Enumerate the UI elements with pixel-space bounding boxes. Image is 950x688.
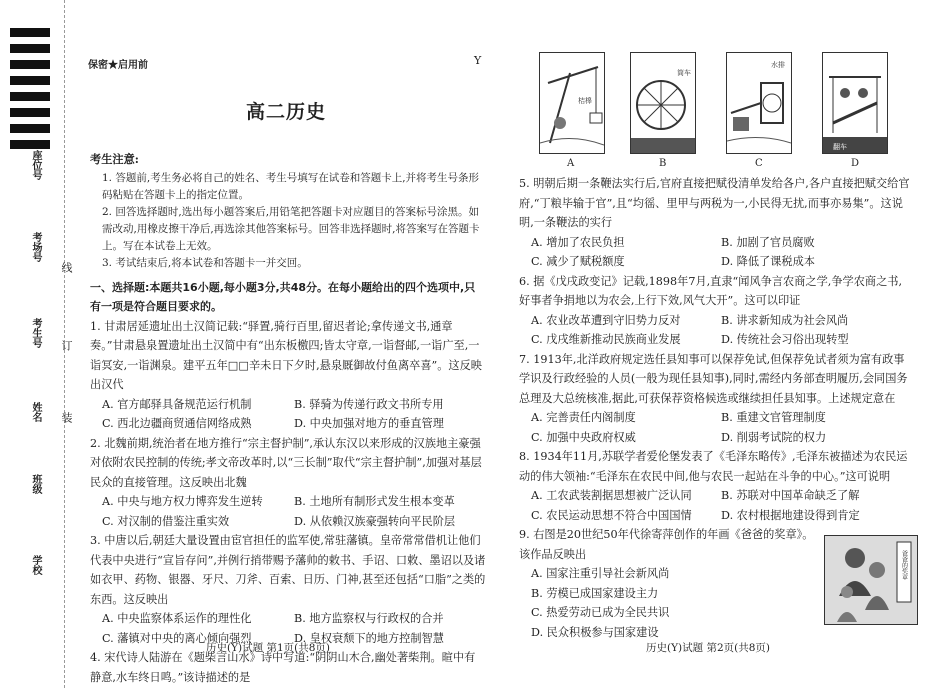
q2-option-a: A. 中央与地方权力博弈发生逆转 bbox=[102, 495, 263, 508]
image-label-a: A bbox=[567, 158, 575, 169]
q7-option-b: B. 重建文官管理制度 bbox=[721, 411, 826, 424]
q8-option-a: A. 工农武装割据思想被广泛认同 bbox=[531, 489, 692, 502]
seal-bind-text: 订 bbox=[60, 340, 73, 351]
q2-option-c: C. 对汉制的借鉴注重实效 bbox=[102, 514, 230, 528]
q7-option-a: A. 完善责任内阁制度 bbox=[531, 411, 636, 424]
seal-line-text: 线 bbox=[60, 262, 73, 273]
image-a-caption: 桔槔 bbox=[578, 97, 592, 105]
q6-option-b: B. 讲求新知成为社会风尚 bbox=[721, 313, 849, 327]
confidential-label: 保密★启用前 bbox=[88, 60, 148, 71]
image-b-water-wheel bbox=[630, 52, 696, 154]
barcode-strip bbox=[10, 28, 50, 156]
q3-option-d: D. 皇权衰颓下的地方控制智慧 bbox=[294, 631, 444, 645]
q9-option-d: D. 民众积极参与国家建设 bbox=[531, 625, 659, 639]
q7-option-c: C. 加强中央政府权威 bbox=[531, 430, 636, 444]
q2-option-b: B. 土地所有制形式发生根本变革 bbox=[294, 495, 455, 508]
q8-stem: 8. 1934年11月,苏联学者爱伦堡发表了《毛泽东略传》,毛泽东被描述为农民运动的伟大领袖:“毛泽东在农民中间,他与农民一起站在斗争的中心。”这可说明 bbox=[519, 450, 908, 483]
exam-room-label: 考场号 bbox=[30, 232, 41, 262]
q5-option-b: B. 加剧了官员腐败 bbox=[721, 235, 815, 249]
q1-option-d: D. 中央加强对地方的垂直管理 bbox=[294, 417, 444, 430]
section-heading: 一、选择题:本题共16小题,每小题3分,共48分。在每小题给出的四个选项中,只有一项是符合题目要求的。 bbox=[90, 280, 476, 313]
q2-stem: 2. 北魏前期,统治者在地方推行“宗主督护制”,承认东汉以来形成的汉族地主豪强对依附农民控制的传统;孝文帝改革时,以“三长制”取代“宗主督护制”,加强对基层民众的直接管理。这反映出北魏 bbox=[90, 436, 482, 489]
image-c-water-bellows bbox=[726, 52, 792, 154]
footer-left: 历史(Y)试题 第1页(共8页) bbox=[206, 642, 331, 654]
q6-option-c: C. 戊戌维新推动民族商业发展 bbox=[531, 333, 681, 346]
image-label-d: D bbox=[851, 158, 860, 169]
q3-option-a: A. 中央监察体系运作的理性化 bbox=[102, 612, 252, 625]
q5-option-d: D. 降低了课税成本 bbox=[721, 255, 815, 268]
q8-option-b: B. 苏联对中国革命缺乏了解 bbox=[721, 489, 860, 502]
q5-option-a: A. 增加了农民负担 bbox=[531, 235, 625, 249]
image-d-caption: 翻车 bbox=[833, 143, 847, 151]
name-label: 姓名 bbox=[30, 402, 41, 422]
notice-item-2: 2. 回答选择题时,选出每小题答案后,用铅笔把答题卡对应题目的答案标号涂黑。如需改动,用橡皮擦干净后,再选涂其他答案标号。回答非选择题时,将答案写在答题卡上。写在本试卷上无效。 bbox=[102, 205, 480, 252]
notice-item-1: 1. 答题前,考生务必将自己的姓名、考生号填写在试卷和答题卡上,并将考生号条形码粘贴在答题卡上的指定位置。 bbox=[102, 171, 480, 201]
exam-title: 高二历史 bbox=[246, 101, 327, 123]
image-c-caption: 水排 bbox=[771, 61, 785, 69]
q6-stem: 6. 据《戊戌政变记》记载,1898年7月,直隶“闻风争言农商之学,争学农商之书,好事者争捐地以为农会,上行下效,风气大开”。这可以印证 bbox=[519, 274, 903, 307]
q9-option-c: C. 热爱劳动已成为全民共识 bbox=[531, 606, 670, 619]
notice-heading: 考生注意: bbox=[90, 152, 139, 166]
poster-caption: 爸爸的奖章 bbox=[900, 550, 908, 580]
q3-option-b: B. 地方监察权与行政权的合并 bbox=[294, 612, 444, 625]
q3-stem: 3. 中唐以后,朝廷大量设置由宦官担任的监军使,常驻藩镇。皇帝常常借机让他们代表中央进行“宣旨存问”,并例行捎带赐予藩帅的敕书、手诏、口敕、墨诏以及诸如衣甲、药物、银器、牙尺、刀斧、百索、日历、门神,甚至还包括“口脂”之类的东西。这反映出 bbox=[90, 534, 486, 606]
notice-item-3: 3. 考试结束后,将本试卷和答题卡一并交回。 bbox=[102, 256, 308, 269]
q6-option-a: A. 农业改革遭到守旧势力反对 bbox=[531, 313, 681, 327]
q5-option-c: C. 减少了赋税额度 bbox=[531, 255, 625, 268]
image-b-caption: 筒车 bbox=[677, 69, 691, 77]
q2-option-d: D. 从依赖汉族豪强转向平民阶层 bbox=[294, 514, 456, 528]
q1-option-c: C. 西北边疆商贸通信网络成熟 bbox=[102, 417, 252, 430]
q8-option-d: D. 农村根据地建设得到肯定 bbox=[721, 508, 860, 522]
seal-install-text: 装 bbox=[60, 412, 73, 423]
footer-right: 历史(Y)试题 第2页(共8页) bbox=[646, 642, 771, 654]
q5-stem: 5. 明朝后期一条鞭法实行后,官府直接把赋役清单发给各户,各户直接把赋交给官府,“丁粮毕输于官”,且“均徭、里甲与两税为一,小民得无扰,而事亦易集”。这说明,一条鞭法的实行 bbox=[519, 177, 910, 229]
poster-fathers-medal bbox=[824, 535, 918, 625]
q9-option-a: A. 国家注重引导社会新风尚 bbox=[531, 567, 670, 580]
student-id-label: 考生号 bbox=[30, 318, 41, 348]
q8-option-c: C. 农民运动思想不符合中国国情 bbox=[531, 508, 692, 522]
q3-option-c: C. 藩镇对中央的离心倾向强烈 bbox=[102, 631, 252, 645]
image-label-c: C bbox=[755, 158, 763, 169]
left-column bbox=[90, 150, 486, 687]
class-label: 班级 bbox=[30, 474, 41, 494]
version-mark: Y bbox=[474, 54, 482, 67]
q1-stem: 1. 甘肃居延遗址出土汉简记载:“驿置,骑行百里,留迟者论;拿传递文书,通章奏。”甘肃悬泉置遗址出土汉简中有“出东板檄四;皆太守章,一诣督邮,一诣广至,一诣冥安,一诣渊泉。建平五年□□辛未日下夕时,悬泉厩御故付鱼离卒喜”。这反映出汉代 bbox=[90, 319, 482, 391]
seat-label: 座位号 bbox=[30, 150, 41, 180]
q9-stem: 9. 右图是20世纪50年代徐寄萍创作的年画《爸爸的奖章》。该作品反映出 bbox=[519, 528, 814, 561]
image-label-b: B bbox=[659, 158, 667, 169]
image-a-well-sweep bbox=[539, 52, 605, 154]
q4-stem: 4. 宋代诗人陆游在《题柴言山水》诗中写道:“阴阴山木合,幽处著柴荆。暄中有静意,水车终日鸣。”该诗描述的是 bbox=[90, 651, 476, 684]
q6-option-d: D. 传统社会习俗出现转型 bbox=[721, 333, 849, 346]
q9-option-b: B. 劳模已成国家建设主力 bbox=[531, 586, 659, 600]
q1-option-b: B. 驿骑为传递行政文书所专用 bbox=[294, 397, 444, 411]
school-label: 学校 bbox=[30, 555, 41, 575]
q1-option-a: A. 官方邮驿具备规范运行机制 bbox=[102, 397, 252, 411]
q7-option-d: D. 削弱考试院的权力 bbox=[721, 430, 827, 444]
image-d-square-pallet-chain-pump bbox=[822, 52, 888, 154]
q7-stem: 7. 1913年,北洋政府规定选任县知事可以保荐免试,但保荐免试者须为富有政事学识及行政经验的人员(一般为现任县知事),同时,需经内务部查明履历,会同国务总理及大总统核准,据此,可获保荐资格候选或继续担任县知事。上述规定意在 bbox=[519, 352, 908, 405]
